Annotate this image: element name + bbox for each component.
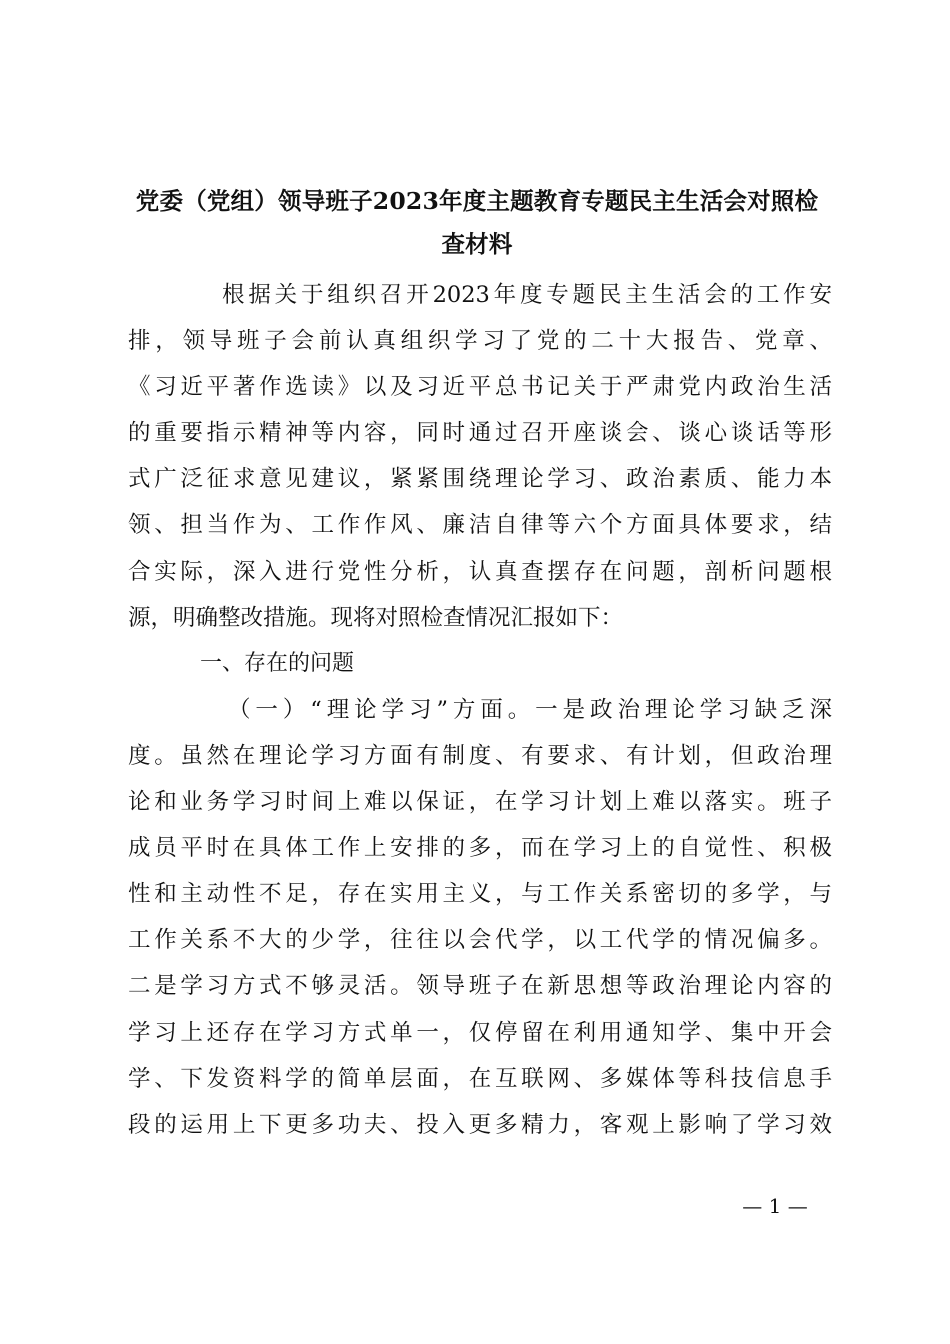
subsection-line: 成员平时在具体工作上安排的多，而在学习上的自觉性、积极 (128, 835, 832, 862)
document-body (128, 272, 832, 1148)
intro-line: 的重要指示精神等内容，同时通过召开座谈会、谈心谈话等形 (128, 420, 832, 447)
intro-line: 式广泛征求意见建议，紧紧围绕理论学习、政治素质、能力本 (128, 466, 832, 493)
intro-line: 《习近平著作选读》以及习近平总书记关于严肃党内政治生活 (128, 374, 832, 401)
subsection-line: 论和业务学习时间上难以保证，在学习计划上难以落实。班子 (128, 789, 832, 816)
subsection-line: （一）“理论学习”方面。一是政治理论学习缺乏深 (228, 696, 832, 723)
title-line-2: 查材料 (441, 230, 513, 258)
document-title (122, 180, 832, 266)
section-heading: 一、存在的问题 (200, 650, 355, 676)
subsection-line: 度。虽然在理论学习方面有制度、有要求、有计划，但政治理 (128, 742, 832, 769)
intro-line: 源，明确整改措施。现将对照检查情况汇报如下： (128, 604, 624, 631)
intro-line: 排，领导班子会前认真组织学习了党的二十大报告、党章、 (128, 328, 832, 355)
subsection-line: 学、下发资料学的简单层面，在互联网、多媒体等科技信息手 (128, 1065, 832, 1092)
title-line-1: 党委（党组）领导班子2023年度主题教育专题民主生活会对照检 (135, 187, 819, 215)
subsection-line: 二是学习方式不够灵活。领导班子在新思想等政治理论内容的 (128, 973, 832, 1000)
subsection-line: 工作关系不大的少学，往往以会代学，以工代学的情况偏多。 (128, 927, 832, 954)
subsection-line: 性和主动性不足，存在实用主义，与工作关系密切的多学，与 (128, 881, 832, 908)
intro-line: 领、担当作为、工作作风、廉洁自律等六个方面具体要求，结 (128, 512, 832, 539)
page-number: — 1 — (742, 1194, 808, 1218)
subsection-line: 学习上还存在学习方式单一，仅停留在利用通知学、集中开会 (128, 1019, 832, 1046)
intro-line: 合实际，深入进行党性分析，认真查摆存在问题，剖析问题根 (128, 558, 832, 585)
intro-line: 根据关于组织召开2023年度专题民主生活会的工作安 (222, 282, 832, 308)
subsection-line: 段的运用上下更多功夫、投入更多精力，客观上影响了学习效 (128, 1111, 832, 1138)
